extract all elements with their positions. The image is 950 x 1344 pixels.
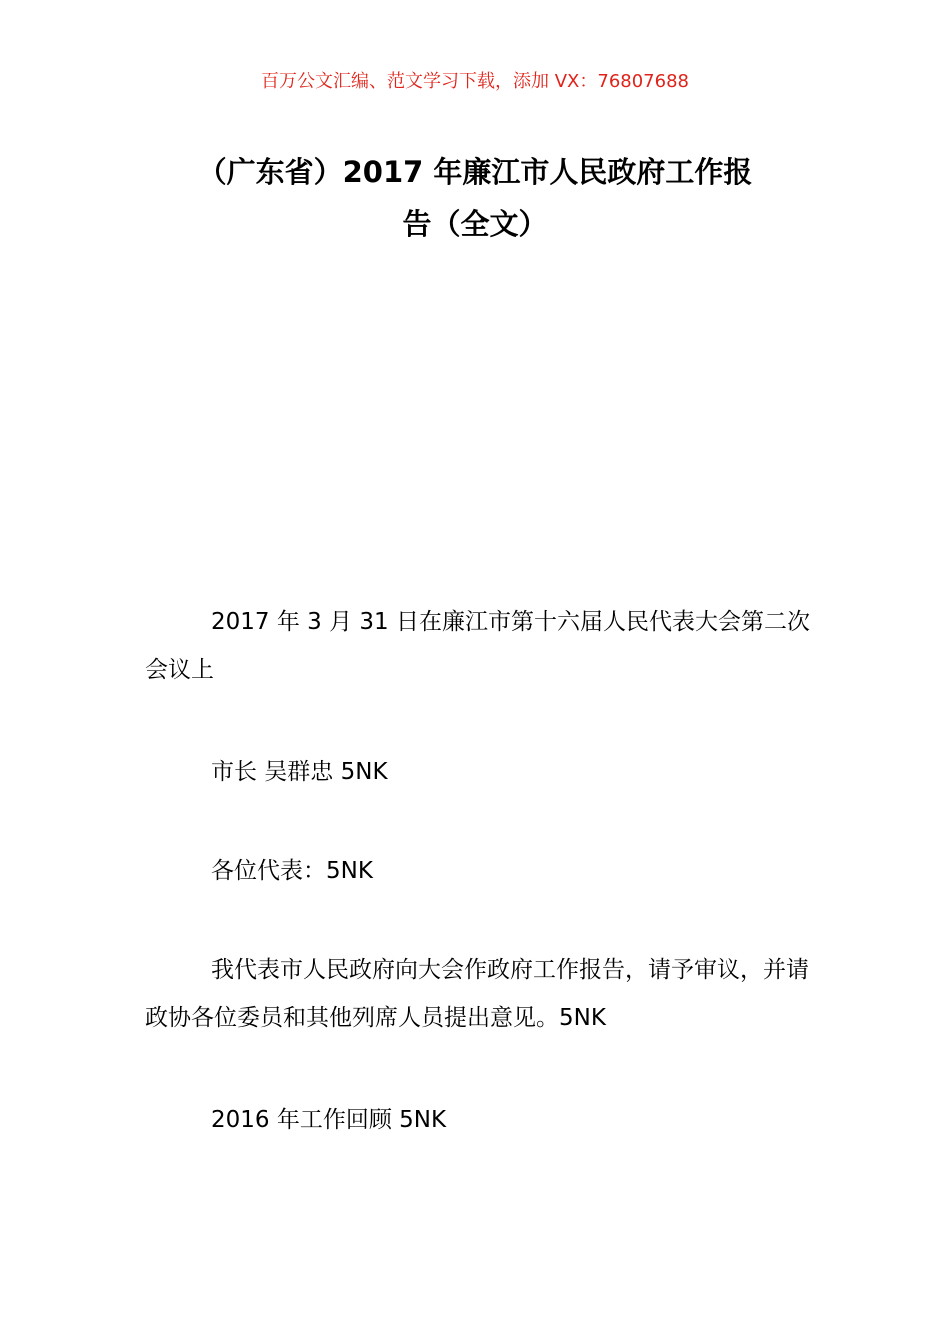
opening-paragraph: 我代表市人民政府向大会作政府工作报告，请予审议，并请政协各位委员和其他列席人员提出意见。5NK bbox=[145, 957, 809, 1031]
salutation-line: 各位代表：5NK bbox=[211, 858, 373, 884]
title-line-1: （广东省）2017 年廉江市人民政府工作报 bbox=[197, 155, 753, 189]
section-heading: 2016 年工作回顾 5NK bbox=[211, 1107, 447, 1133]
title-line-2: 告（全文） bbox=[402, 207, 548, 241]
meeting-info-paragraph: 2017 年 3 月 31 日在廉江市第十六届人民代表大会第二次会议上 bbox=[145, 609, 810, 683]
speaker-line: 市长 吴群忠 5NK bbox=[211, 759, 388, 785]
watermark-notice: 百万公文汇编、范文学习下载，添加 VX：76807688 bbox=[261, 71, 689, 92]
document-title bbox=[140, 146, 810, 250]
